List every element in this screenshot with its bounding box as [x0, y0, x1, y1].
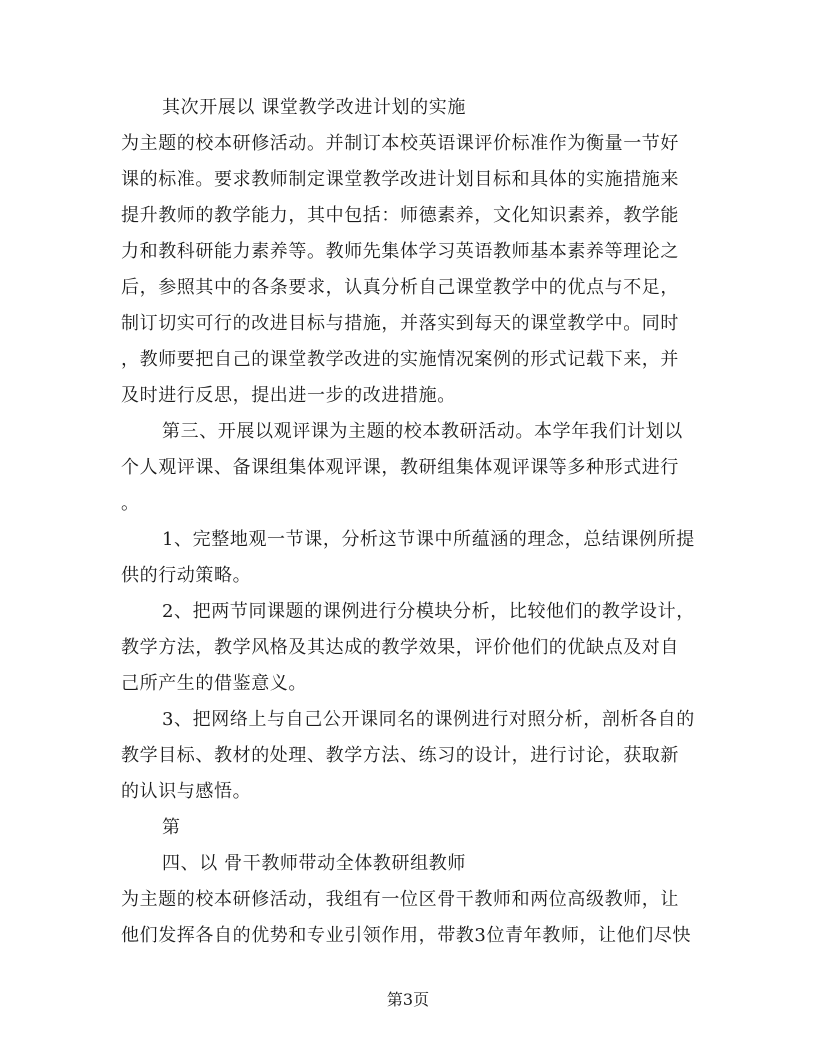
text-line: 教学目标、教材的处理、教学方法、练习的设计，进行讨论，获取新: [121, 745, 679, 766]
text-line: ，教师要把自己的课堂教学改进的实施情况案例的形式记载下来，并: [121, 349, 679, 370]
text-line: 。: [121, 493, 140, 514]
text-line: 教学方法，教学风格及其达成的教学效果，评价他们的优缺点及对自: [121, 637, 679, 658]
text-line: 提升教师的教学能力，其中包括：师德素养，文化知识素养，教学能: [121, 205, 679, 226]
text-line: 个人观评课、备课组集体观评课，教研组集体观评课等多种形式进行: [121, 457, 679, 478]
text-line: 3、把网络上与自己公开课同名的课例进行对照分析，剖析各自的: [162, 709, 695, 730]
text-line: 力和教科研能力素养等。教师先集体学习英语教师基本素养等理论之: [121, 241, 679, 262]
text-line: 的认识与感悟。: [121, 781, 252, 802]
text-line: 其次开展以 课堂教学改进计划的实施: [162, 97, 466, 118]
text-line: 2、把两节同课题的课例进行分模块分析，比较他们的教学设计，: [162, 601, 695, 622]
text-line: 为主题的校本研修活动。并制订本校英语课评价标准作为衡量一节好: [121, 133, 679, 154]
text-line: 为主题的校本研修活动，我组有一位区骨干教师和两位高级教师，让: [121, 889, 679, 910]
text-line: 供的行动策略。: [121, 565, 252, 586]
text-line: 课的标准。要求教师制定课堂教学改进计划目标和具体的实施措施来: [121, 169, 679, 190]
text-line: 制订切实可行的改进目标与措施，并落实到每天的课堂教学中。同时: [121, 313, 679, 334]
text-line: 及时进行反思，提出进一步的改进措施。: [121, 385, 456, 406]
text-line: 他们发挥各自的优势和专业引领作用，带教3位青年教师，让他们尽快: [121, 925, 692, 946]
text-line: 第: [162, 817, 181, 838]
text-line: 第三、开展以观评课为主题的校本教研活动。本学年我们计划以: [162, 421, 683, 442]
text-line: 己所产生的借鉴意义。: [121, 673, 307, 694]
page-number: 第3页: [386, 990, 430, 1009]
text-line: 后，参照其中的各条要求，认真分析自己课堂教学中的优点与不足，: [121, 277, 679, 298]
text-line: 1、完整地观一节课，分析这节课中所蕴涵的理念，总结课例所提: [162, 529, 695, 550]
text-line: 四、以 骨干教师带动全体教研组教师: [162, 853, 466, 874]
